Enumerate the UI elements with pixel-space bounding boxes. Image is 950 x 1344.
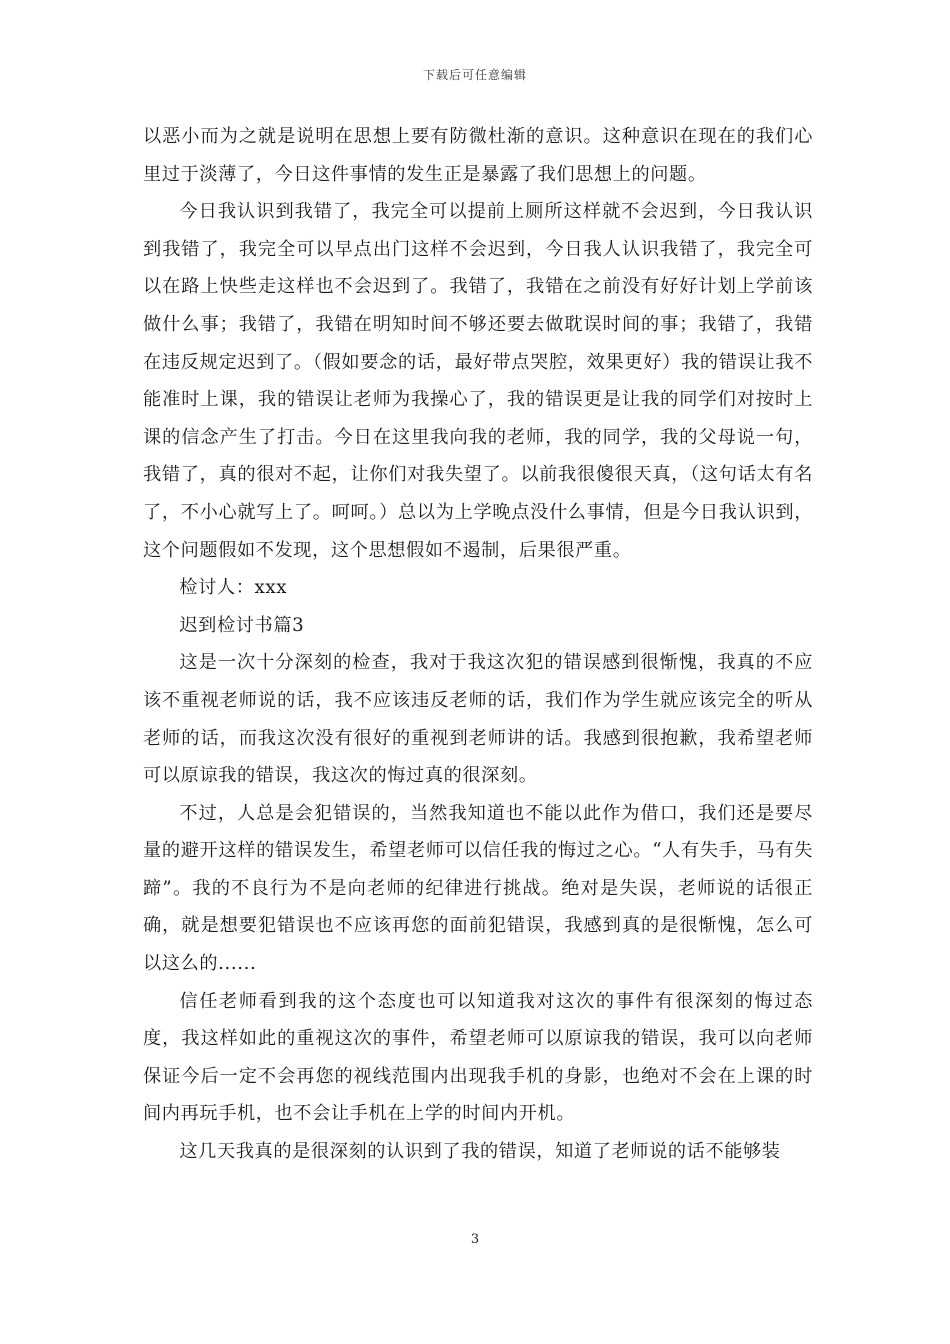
paragraph-promise: 信任老师看到我的这个态度也可以知道我对这次的事件有很深刻的悔过态度，我这样如此的重视这次的事件，希望老师可以原谅我的错误，我可以向老师保证今后一定不会再您的视线范围内出现我手机的身影，也绝对不会在上课的时间内再玩手机，也不会让手机在上学的时间内开机。 (143, 990, 813, 1125)
section-title: 迟到检讨书篇3 (179, 614, 305, 636)
paragraph-continuation: 以恶小而为之就是说明在思想上要有防微杜渐的意识。这种意识在现在的我们心里过于淡薄了，今日这件事情的发生正是暴露了我们思想上的问题。 (143, 126, 813, 185)
paragraph-apology: 这是一次十分深刻的检查，我对于我这次犯的错误感到很惭愧，我真的不应该不重视老师说的话，我不应该违反老师的话，我们作为学生就应该完全的听从老师的话，而我这次没有很好的重视到老师讲的话。我感到很抱歉，我希望老师可以原谅我的错误，我这次的悔过真的很深刻。 (143, 652, 813, 787)
page-number: 3 (470, 1232, 480, 1247)
paragraph-mistake: 不过，人总是会犯错误的，当然我知道也不能以此作为借口，我们还是要尽量的避开这样的错误发生，希望老师可以信任我的悔过之心。“人有失手，马有失蹄”。我的不良行为不是向老师的纪律进行挑战。绝对是失误，老师说的话很正确，就是想要犯错误也不应该再您的面前犯错误，我感到真的是很惭愧，怎么可以这么的...... (143, 802, 813, 975)
paragraph-truncated: 这几天我真的是很深刻的认识到了我的错误，知道了老师说的话不能够装 (179, 1141, 781, 1163)
document-body (143, 118, 813, 1171)
paragraph-self-reflection: 今日我认识到我错了，我完全可以提前上厕所这样就不会迟到，今日我认识到我错了，我完全可以早点出门这样不会迟到，今日我人认识我错了，我完全可以在路上快些走这样也不会迟到了。我错了，我错在之前没有好好计划上学前该做什么事；我错了，我错在明知时间不够还要去做耽误时间的事；我错了，我错在违反规定迟到了。（假如要念的话，最好带点哭腔，效果更好）我的错误让我不能准时上课，我的错误让老师为我操心了，我的错误更是让我的同学们对按时上课的信念产生了打击。今日在这里我向我的老师，我的同学，我的父母说一句，我错了，真的很对不起，让你们对我失望了。以前我很傻很天真，（这句话太有名了，不小心就写上了。呵呵。）总以为上学晚点没什么事情，但是今日我认识到，这个问题假如不发现，这个思想假如不遏制，后果很严重。 (143, 201, 813, 561)
page-header: 下载后可任意编辑 (422, 68, 527, 82)
signature-line: 检讨人：xxx (179, 577, 288, 599)
